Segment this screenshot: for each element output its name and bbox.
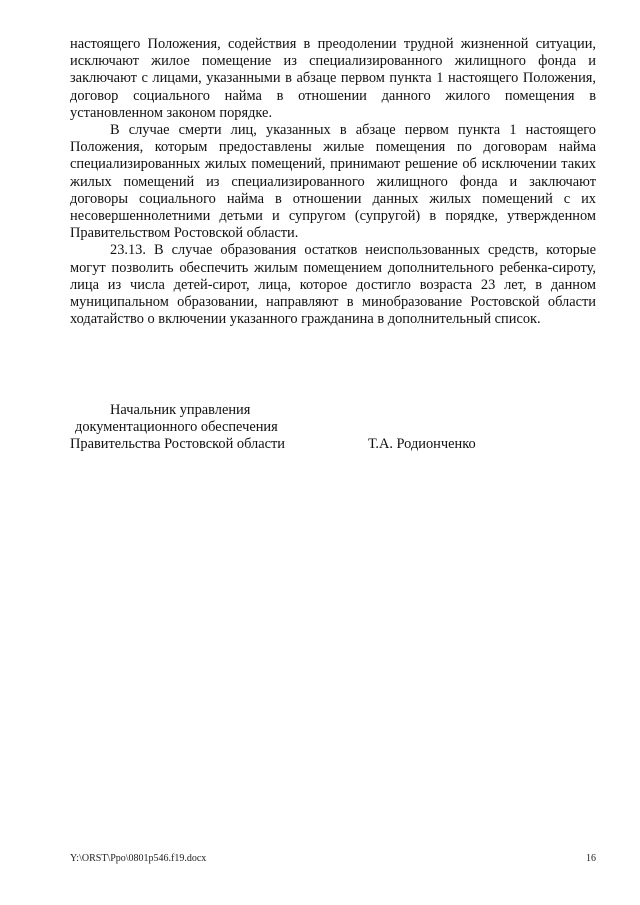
signature-block bbox=[70, 402, 596, 454]
document-body bbox=[70, 36, 596, 328]
signatory-position-line-1: Начальник управления bbox=[110, 402, 251, 418]
signatory-name: Т.А. Родионченко bbox=[368, 436, 476, 453]
signatory-position-line-3: Правительства Ростовской области bbox=[70, 436, 285, 453]
paragraph-death-case: В случае смерти лиц, указанных в абзаце первом пункта 1 настоящего Положения, которым предоставлены жилые помещения по договорам найма специализированных жилых помещений, принимают решение об исключении таких жилых помещений из специализированного жилищного фонда и заключают договоры социального найма в отношении данных жилых помещений с их несовершеннолетними детьми и супругом (супругой) в порядке, утвержденном Правительством Ростовской области. bbox=[70, 122, 596, 242]
signatory-position-line-2: документационного обеспечения bbox=[75, 419, 278, 436]
paragraph-continuation: настоящего Положения, содействия в преодолении трудной жизненной ситуации, исключают жилое помещение из специализированного жилищного фонда и заключают с лицами, указанными в абзаце первом пункта 1 настоящего Положения, договор социального найма в отношении данного жилого помещения в установленном законом порядке. bbox=[70, 36, 596, 121]
paragraph-23-13: 23.13. В случае образования остатков неиспользованных средств, которые могут позволить обеспечить жилым помещением дополнительного ребенка-сироту, лица из числа детей-сирот, лица, которое достигло возраста 23 лет, в данном муниципальном образовании, направляют в минобразование Ростовской области ходатайство о включении указанного гражданина в дополнительный список. bbox=[70, 242, 596, 328]
page-number: 16 bbox=[586, 853, 596, 864]
file-path: Y:\ORST\Ppo\0801p546.f19.docx bbox=[70, 853, 207, 864]
